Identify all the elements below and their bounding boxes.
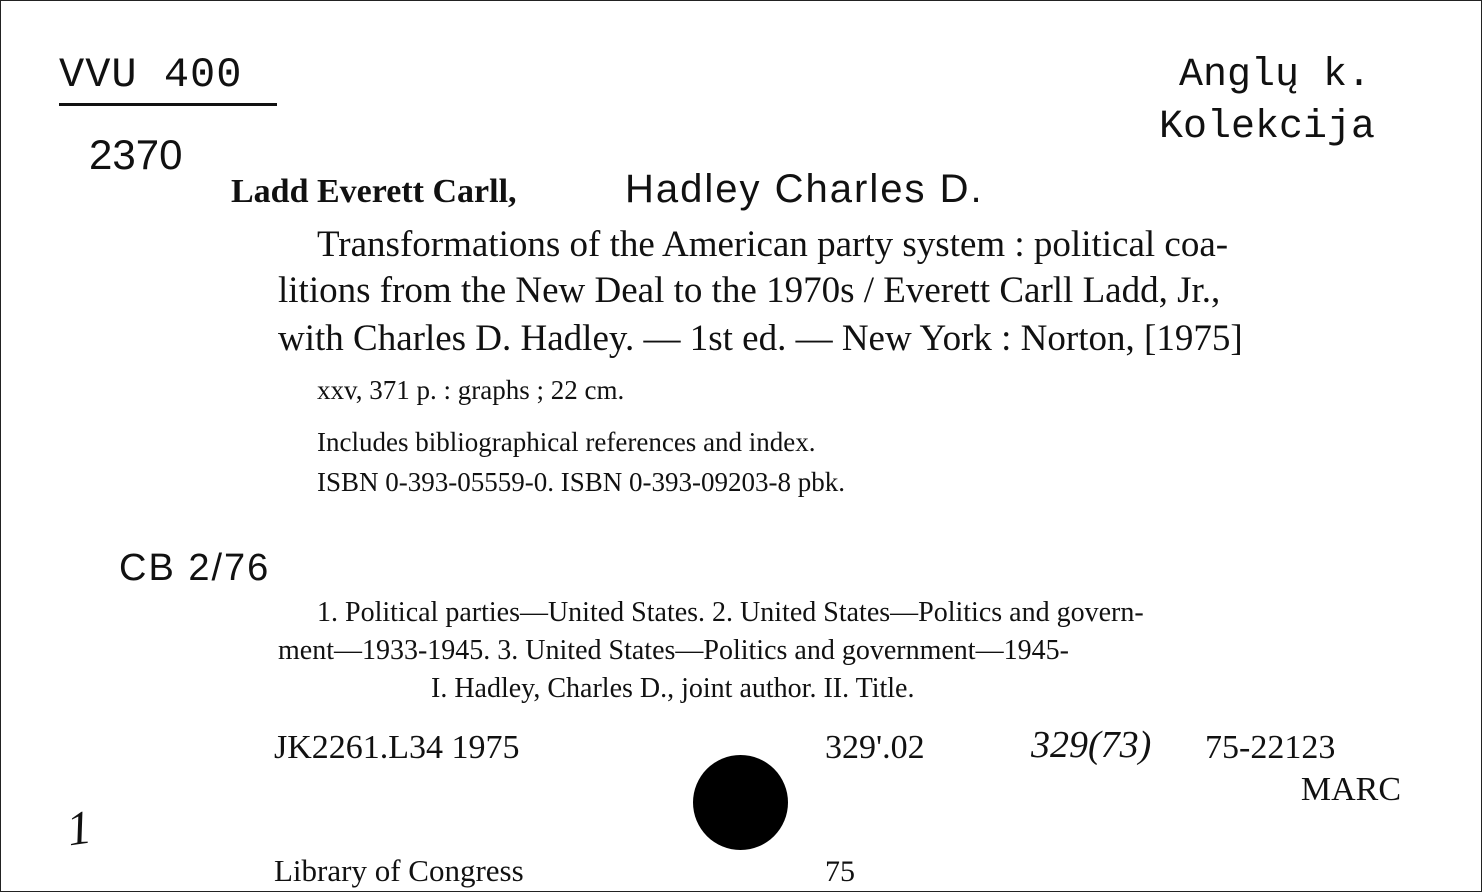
dewey-number: 329'.02 (825, 729, 925, 766)
subject-line-2: ment—1933-1945. 3. United States—Politics and government—1945- (278, 635, 1069, 666)
marc-label: MARC (1300, 771, 1401, 808)
subject-line-1: 1. Political parties—United States. 2. United States—Politics and govern- (317, 597, 1144, 628)
collation-statement: xxv, 371 p. : graphs ; 22 cm. (317, 375, 625, 405)
main-author-heading: Ladd Everett Carll, (231, 173, 517, 210)
subject-line-3: I. Hadley, Charles D., joint author. II. Title. (431, 673, 915, 704)
accession-number: 2370 (89, 131, 183, 178)
title-line-1: Transformations of the American party system : political coa- (317, 224, 1229, 265)
isbn-line: ISBN 0-393-05559-0. ISBN 0-393-09203-8 pbk. (317, 467, 845, 497)
lc-call-number: JK2261.L34 1975 (274, 729, 520, 766)
lc-card-number: 75-22123 (1205, 729, 1336, 766)
handwritten-classification: 329(73) (1031, 724, 1152, 766)
punch-hole (693, 755, 788, 850)
footer-number: 75 (825, 855, 855, 888)
collection-label-line1: Anglų k. (1178, 53, 1371, 98)
cb-stamp: CB 2/76 (119, 547, 271, 589)
title-line-2: litions from the New Deal to the 1970s / Everett Carll Ladd, Jr., (278, 270, 1221, 311)
bibliography-note: Includes bibliographical references and index. (317, 427, 816, 457)
title-line-3: with Charles D. Hadley. — 1st ed. — New York : Norton, [1975] (278, 318, 1243, 359)
coauthor-annotation: Hadley Charles D. (625, 167, 984, 211)
library-of-congress-label: Library of Congress (274, 853, 524, 888)
call-number-underline (59, 103, 277, 106)
call-number-stamp: VVU 400 (59, 51, 243, 99)
collection-label-line2: Kolekcija (1158, 105, 1375, 150)
handwritten-mark: 1 (63, 800, 95, 857)
